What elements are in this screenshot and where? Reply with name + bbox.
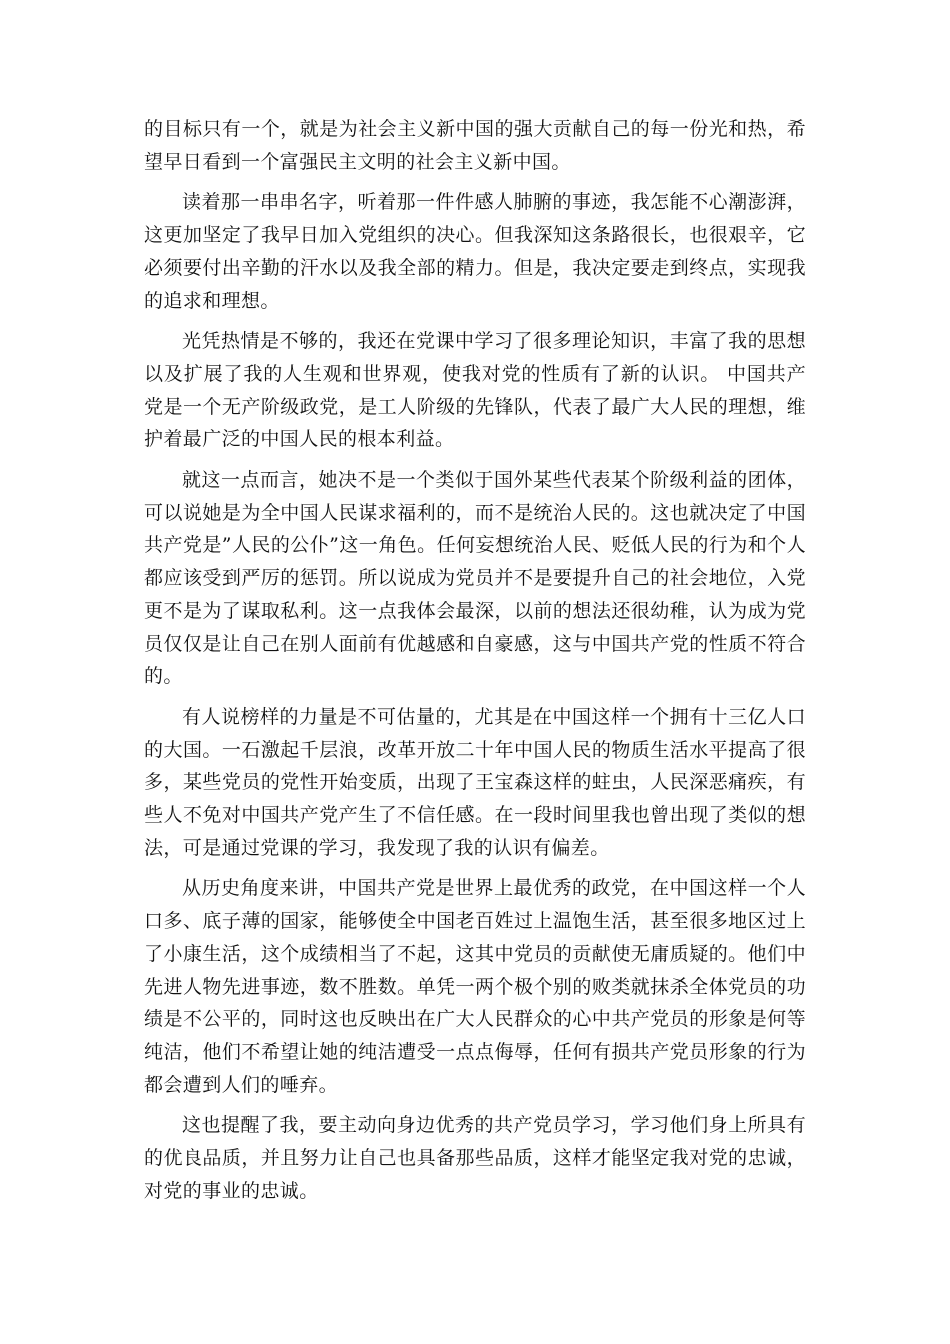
paragraph-6: 从历史角度来讲，中国共产党是世界上最优秀的政党，在中国这样一个人口多、底子薄的国家，能够使全中国老百姓过上温饱生活，甚至很多地区过上了小康生活，这个成绩相当了不起，这其中党员的贡献使无庸质疑的。他们中先进人物先进事迹，数不胜数。单凭一两个极个别的败类就抹杀全体党员的功绩是不公平的，同时这也反映出在广大人民群众的心中共产党员的形象是何等纯洁，他们不希望让她的纯洁遭受一点点侮辱，任何有损共产党员形象的行为都会遭到人们的唾弃。 bbox=[144, 877, 806, 1096]
paragraph-4: 就这一点而言，她决不是一个类似于国外某些代表某个阶级利益的团体，可以说她是为全中国人民谋求福利的，而不是统治人民的。这也就决定了中国共产党是”人民的公仆”这一角色。任何妄想统治人民、贬低人民的行为和个人都应该受到严厉的惩罚。所以说成为党员并不是要提升自己的社会地位，入党更不是为了谋取私利。这一点我体会最深，以前的想法还很幼稚，认为成为党员仅仅是让自己在别人面前有优越感和自豪感，这与中国共产党的性质不符合的。 bbox=[144, 469, 806, 688]
paragraph-7: 这也提醒了我，要主动向身边优秀的共产党员学习，学习他们身上所具有的优良品质，并且努力让自己也具备那些品质，这样才能坚定我对党的忠诚，对党的事业的忠诚。 bbox=[144, 1114, 806, 1202]
document-body bbox=[144, 113, 806, 1216]
paragraph-5: 有人说榜样的力量是不可估量的，尤其是在中国这样一个拥有十三亿人口的大国。一石激起千层浪，改革开放二十年中国人民的物质生活水平提高了很多，某些党员的党性开始变质，出现了王宝森这样的蛀虫，人民深恶痛疾，有些人不免对中国共产党产生了不信任感。在一段时间里我也曾出现了类似的想法，可是通过党课的学习，我发现了我的认识有偏差。 bbox=[144, 705, 806, 859]
paragraph-2: 读着那一串串名字，听着那一件件感人肺腑的事迹，我怎能不心潮澎湃，这更加坚定了我早日加入党组织的决心。但我深知这条路很长，也很艰辛，它必须要付出辛勤的汗水以及我全部的精力。但是，我决定要走到终点，实现我的追求和理想。 bbox=[144, 191, 806, 312]
paragraph-1: 的目标只有一个，就是为社会主义新中国的强大贡献自己的每一份光和热，希望早日看到一个富强民主文明的社会主义新中国。 bbox=[144, 118, 806, 173]
paragraph-3: 光凭热情是不够的，我还在党课中学习了很多理论知识，丰富了我的思想以及扩展了我的人生观和世界观，使我对党的性质有了新的认识。 中国共产党是一个无产阶级政党，是工人阶级的先锋队，代表了最广大人民的理想，维护着最广泛的中国人民的根本利益。 bbox=[144, 330, 806, 451]
